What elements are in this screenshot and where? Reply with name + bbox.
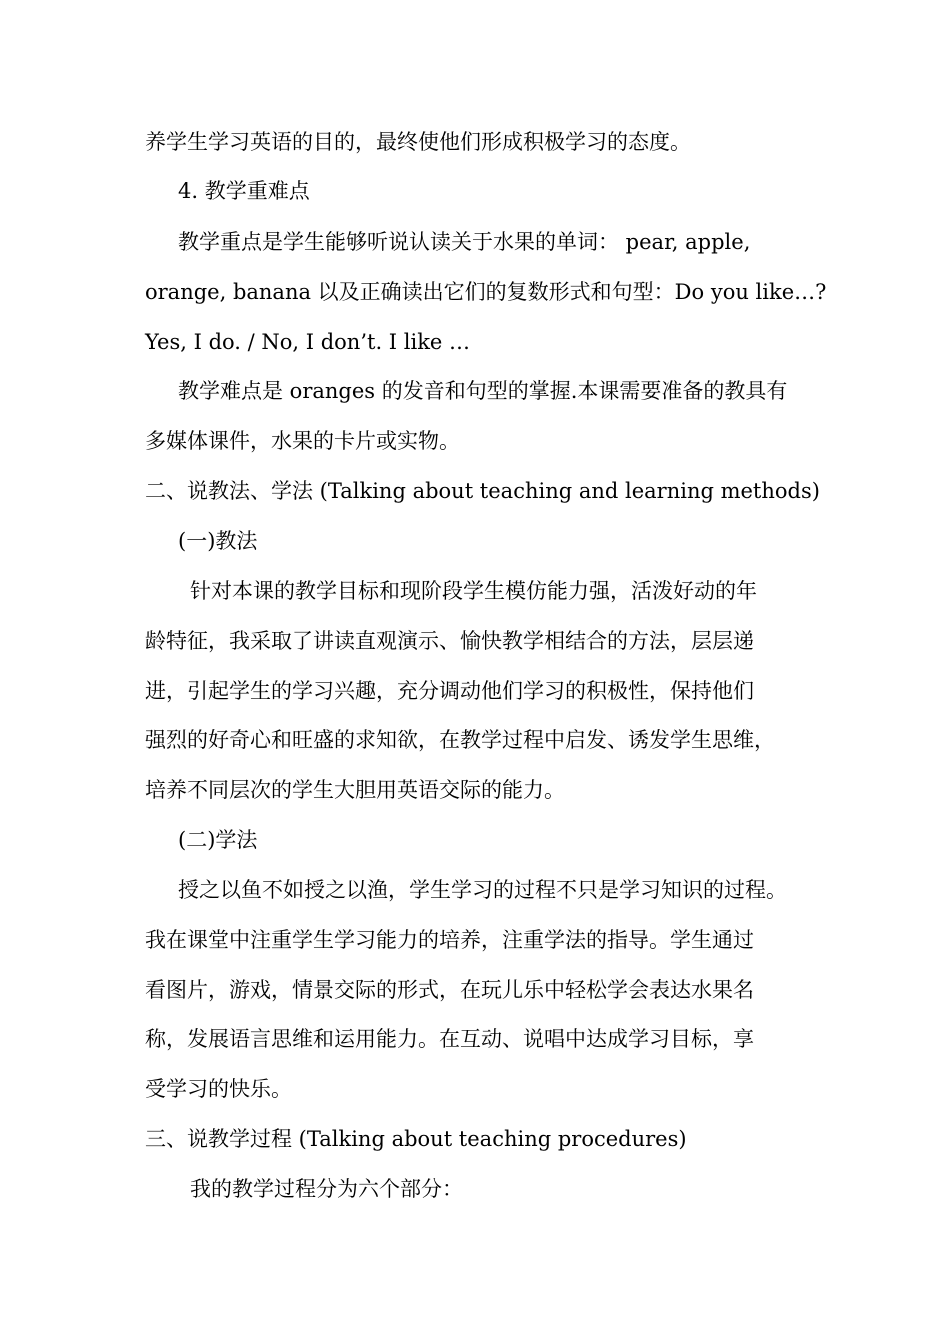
paragraph-line: 称，发展语言思维和运用能力。在互动、说唱中达成学习目标，享 — [145, 1027, 754, 1051]
section-heading: 二、说教法、学法 (Talking about teaching and learning methods) — [145, 479, 820, 503]
paragraph-line: 强烈的好奇心和旺盛的求知欲，在教学过程中启发、诱发学生思维， — [145, 728, 775, 752]
paragraph-line: 教学重点是学生能够听说认读关于水果的单词： pear, apple, — [178, 230, 751, 254]
subsection-heading: (一)教法 — [178, 529, 258, 553]
paragraph-line: 我的教学过程分为六个部分： — [190, 1177, 463, 1201]
paragraph-line: orange, banana 以及正确读出它们的复数形式和句型：Do you like…? — [145, 280, 827, 304]
paragraph-line: 培养不同层次的学生大胆用英语交际的能力。 — [145, 778, 565, 802]
paragraph-line: 针对本课的教学目标和现阶段学生模仿能力强，活泼好动的年 — [190, 579, 757, 603]
paragraph-line: 进，引起学生的学习兴趣，充分调动他们学习的积极性，保持他们 — [145, 679, 754, 703]
subsection-heading: (二)学法 — [178, 828, 258, 852]
paragraph-line: 看图片，游戏，情景交际的形式，在玩儿乐中轻松学会表达水果名 — [145, 978, 754, 1002]
paragraph-line: 多媒体课件，水果的卡片或实物。 — [145, 429, 460, 453]
paragraph-line: 授之以鱼不如授之以渔，学生学习的过程不只是学习知识的过程。 — [178, 878, 787, 902]
paragraph-line: 教学难点是 oranges 的发音和句型的掌握.本课需要准备的教具有 — [178, 379, 788, 403]
paragraph-line: 龄特征，我采取了讲读直观演示、愉快教学相结合的方法，层层递 — [145, 629, 754, 653]
section-heading: 4. 教学重难点 — [178, 179, 310, 203]
paragraph-line: 我在课堂中注重学生学习能力的培养，注重学法的指导。学生通过 — [145, 928, 754, 952]
paragraph-line: 受学习的快乐。 — [145, 1077, 292, 1101]
section-heading: 三、说教学过程 (Talking about teaching procedures) — [145, 1127, 687, 1151]
paragraph-line: 养学生学习英语的目的，最终使他们形成积极学习的态度。 — [145, 130, 691, 154]
paragraph-line: Yes, I do. / No, I don’t. I like … — [145, 330, 471, 354]
